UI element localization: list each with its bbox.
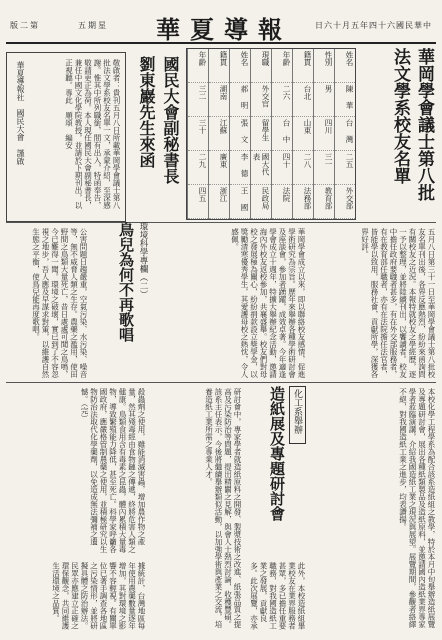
section-divider [6,382,436,383]
roster-cell: 外交官 [251,83,271,117]
roster-cell: 二八 [293,151,313,185]
roster-column [208,49,229,219]
roster-cell: 姓名 [230,49,250,83]
letter-signature: 華夏導報社 國民大會 謹啟 [16,61,25,165]
roster-cell: 籍貫 [293,49,313,83]
roster-cell: 江蘇 [209,117,229,151]
roster-cell: 教育部 [314,185,334,219]
roster-cell: 張 文 [230,117,250,151]
roster-cell: 台北 [293,83,313,117]
headline-alumni-list [360,48,434,228]
roster-cell: 外交部 [335,185,355,219]
roster-cell: 王 國 [230,185,250,219]
roster-cell: 籍貫 [209,49,229,83]
headline-papermaking-line1: 造紙展及專題研討會 [268,386,286,521]
roster-cell: 男 [314,83,334,117]
roster-cell: 法務部 [293,185,313,219]
roster-cell: 四川 [314,117,334,151]
roster-cell: 二九 [188,151,208,185]
roster-cell: 留學生 [251,117,271,151]
papermaking-label: 化工系舉辦 [289,386,306,444]
roster-cell: 現職 [251,49,271,83]
weekday-label: 五期星 [78,21,108,30]
headline-papermaking [248,386,306,558]
roster-cell: 三一 [314,151,334,185]
roster-cell: 二五 [335,151,355,185]
headline-alumni-line2: 法文學系校友名單 [390,48,410,184]
roster-column [187,49,208,219]
headline-letter [128,56,180,216]
roster-cell: 二六 [272,83,292,117]
environment-column-label: 環境科學專欄（二） [138,222,148,299]
letter-notice-box [6,52,126,222]
roster-cell: 浙江 [209,185,229,219]
roster-cell: 年齡 [188,49,208,83]
section-divider [6,222,436,223]
roster-cell: 三十 [188,117,208,151]
letter-body: 敬啟者：貴刊五月八日所載華岡學會議士第八批法文學系校友名單一文，承蒙介紹，至深感謝。惟其中所列職銜，間有出入，特函奉告，敬請更正為荷。本人現任國民大會副秘書長，兼任中國文化學院教授，並請於下期刊出，以正視聽。專此 順頌 編安 [64,59,121,209]
roster-column [250,49,271,219]
masthead [6,6,436,44]
headline-letter-line1: 國民大會副秘書長 [161,56,180,184]
alumni-roster-table [186,48,356,220]
roster-cell: 郝 明 [230,83,250,117]
roster-cell: 山東 [293,117,313,151]
article-society: 華岡學會成立以來，即以聯絡校友感情，促進學術研究為宗旨。歷年來舉辦各種學術研討會及座談會，參加者踴躍，成效卓著。今年適逢學會成立十週年，特擴大舉辦紀念活動，邀請海內外校友返校參加，共襄盛舉。校友們對母校之發展極為關心，紛紛捐款設立獎學金，以獎勵清寒優秀學生，其愛護母校之熱忱，令人感佩。 [230,228,306,378]
headline-alumni-line1: 華岡學會議士第八批 [414,48,434,201]
roster-cell: 湖南 [209,83,229,117]
headline-letter-line2: 劉東巖先生來函 [137,56,156,168]
roster-column [229,49,250,219]
article-papermaking-right: 本校化學工程學系為配合該系造紙組之教學，特於本月中旬舉辦造紙展覽及專題研討會，展出各種紙類製品及造紙原料，並邀請國內造紙業界專家學者蒞臨演講，介紹我國造紙工業之現況與展望。展覽期間，參觀者絡繹不絕，對我國造紙工業之進步，均表讚揚。 [398,388,436,628]
roster-cell: 陳 華 [335,83,355,117]
roster-cell: 國大代表 [251,151,271,185]
roster-column [334,49,355,219]
article-pesticide-stats: 據統計，台灣地區每年使用農藥數量逐年增加，其對環境之影響不容輕視。有關單位已著手調查各地區之污染情形，並將研擬具體之防治辦法。民眾亦應建立正確之環保觀念，共同維護生活環境之品質。 [51,562,146,630]
newspaper-title: 華夏導報 [156,15,292,44]
roster-cell: 李 德 [230,151,250,185]
headline-environment [92,222,148,378]
roster-cell: 法院 [272,185,292,219]
roster-column [292,49,313,219]
article-environment: 公害問題日趨嚴重，空氣污染、水污染、噪音等，無不威脅人類之生存。農藥之濫用，使田野間之鳥類大量死亡，昔日處處可聞之鳥鳴，今已難得一聞。環境之破壞，實已到了不容忽視之地步，吾人應及早謀求對策，以維護自然生態之平衡，使鳥兒能再度歌唱。 [31,228,88,378]
article-papermaking-left: 研討會中，專家學者就造紙原料之開發、製漿技術之改進、紙張品質之提高及污染防治等問題，提出精闢之見解，與會人士熱烈討論，收穫豐碩。該系主任表示，今後將繼續舉辦類似活動，以加強學術與產業之交流，培養造紙工業所需之專業人才。 [204,388,242,628]
roster-cell: 台 灣 [335,117,355,151]
roster-cell: 廣東 [209,151,229,185]
issue-date: 日六十月五年四十六國民華中 [315,21,432,30]
headline-environment-line1: 鳥兒為何不再歌唱 [117,222,135,342]
roster-column [313,49,334,219]
roster-cell: 四十 [272,151,292,185]
article-environment-continued: 殺蟲劑之使用，雖能消滅害蟲，增加農作物之產量，然其殘毒經由食物鏈之傳遞，終將危害人類之健康。鳥類食用含有毒素之昆蟲，體內累積大量毒物，導致繁殖能力降低，甚至死亡。科學家呼籲各國政府，應嚴格管制農藥之使用，並積極研究以生物防治法取代化學藥劑，以免造成無法彌補之遺憾。（完） [80,388,146,553]
roster-cell: 台 中 [272,117,292,151]
article-papermaking-extra: 此外，本校造紙組畢業校友在業界服務者甚眾，多已擔任重要職務，對我國造紙工業之發展，貢獻良多。此次展覽，亦承 [249,562,306,630]
article-alumni-report: 五月八日第三十一日至華岡學會議士第八批校友名單刊出後，各界反應熱烈，紛紛來函詢問有關校友之近況。本報特就校友之學經歷，逐一予以整理，並將陸續刊出，以饗讀者。校友中擔任政府要職者甚多，有在外交部服務者，有在教育部任職者，亦有在法院擔任法官者，皆能學以致用，服務社會，貢獻所學，深獲各界好評。 [360,228,436,378]
page-number-label: 版二第 [10,21,40,30]
roster-column [271,49,292,219]
roster-cell: 年齡 [272,49,292,83]
roster-cell: 四五 [188,185,208,219]
roster-cell: 民政局 [251,185,271,219]
roster-cell: 三二 [188,83,208,117]
roster-cell: 性別 [314,49,334,83]
roster-cell: 姓名 [335,49,355,83]
